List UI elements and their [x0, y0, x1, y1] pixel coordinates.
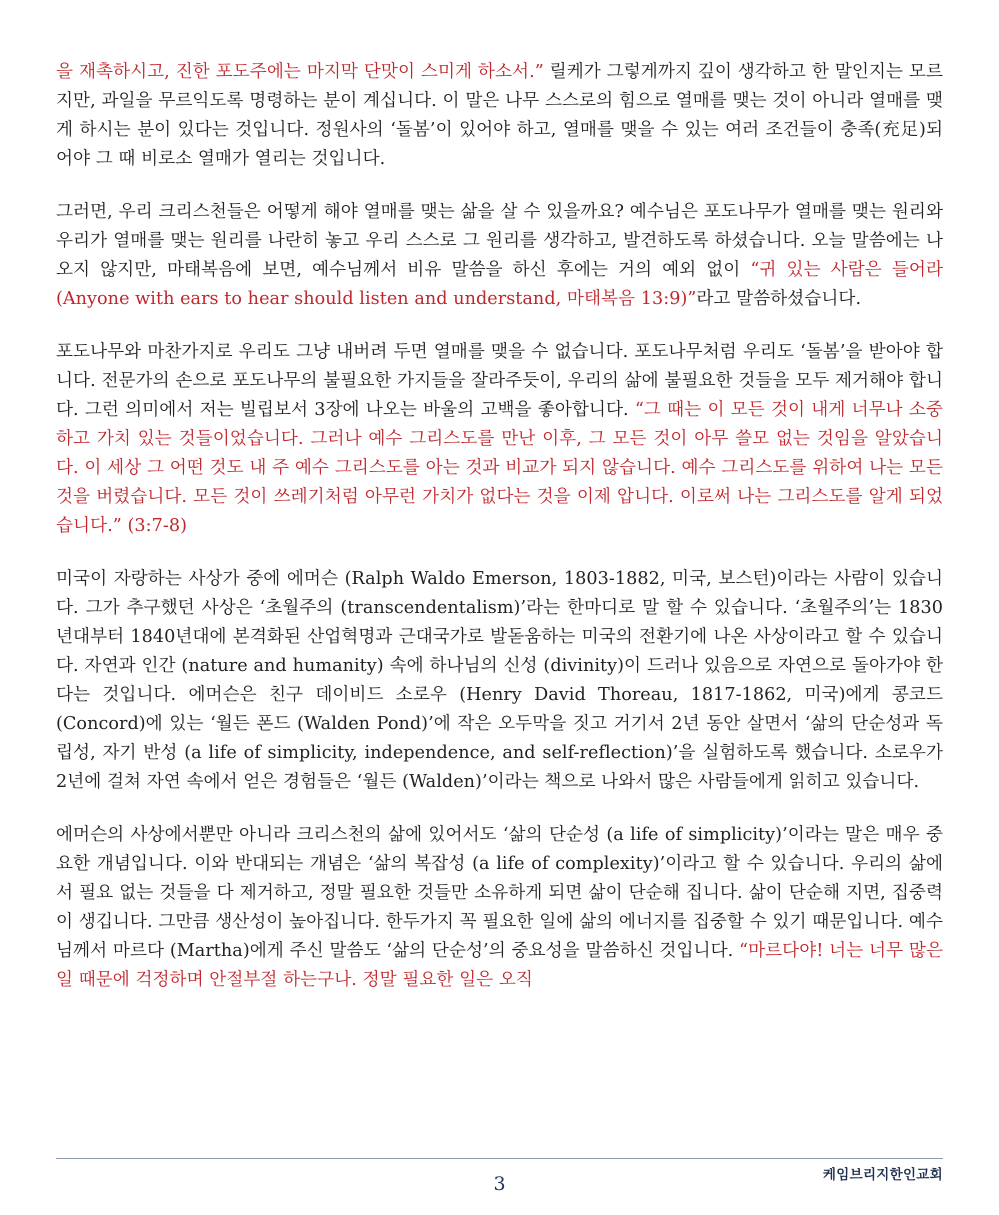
paragraph-how-to-bear-fruit [56, 198, 943, 314]
paragraph-simplicity [56, 821, 943, 995]
paragraph-text: 미국이 자랑하는 사상가 중에 에머슨 (Ralph Waldo Emerson, 1803-1882, 미국, 보스턴)이라는 사람이 있습니다. 그가 추구했던 사상은 ‘초월주의 (transcendentalism)’라는 한마디로 말 할 수 있습니다. ‘초월주의’는 1830년대부터 1840년대에 본격화된 산업혁명과 근대국가로 발돋움하는 미국의 전환기에 나온 사상이라고 할 수 있습니다. 자연과 인간 (nature and humanity) 속에 하나님의 신성 (divinity)이 드러나 있음으로 자연으로 돌아가야 한다는 것입니다. 에머슨은 친구 데이비드 소로우 (Henry David Thoreau, 1817-1862, 미국)에게 콩코드 (Concord)에 있는 ‘월든 폰드 (Walden Pond)’에 작은 오두막을 짓고 거기서 2년 동안 살면서 ‘삶의 단순성과 독립성, 자기 반성 (a life of simplicity, independence, and self-reflection)’을 실험하도록 했습니다. 소로우가 2년에 걸쳐 자연 속에서 얻은 경험들은 ‘월든 (Walden)’이라는 책으로 나와서 많은 사람들에게 읽히고 있습니다. [56, 569, 943, 792]
paragraph-text: 그러면, 우리 크리스천들은 어떻게 해야 열매를 맺는 삶을 살 수 있을까요? 예수님은 포도나무가 열매를 맺는 원리와 우리가 열매를 맺는 원리를 나란히 놓고 우리 스스로 그 원리를 생각하고, 발견하도록 하셨습니다. 오늘 말씀에는 나오지 않지만, 마태복음에 보면, 예수님께서 비유 말씀을 하신 후에는 거의 예외 없이 [56, 202, 943, 280]
paragraph-rilke-fruit [56, 58, 943, 174]
bible-quote-text: “마르다야! 너는 너무 많은 일 때문에 걱정하며 안절부절 하는구나. 정말 필요한 일은 오직 [56, 941, 943, 990]
paragraph-text: 릴케가 그렇게까지 깊이 생각하고 한 말인지는 모르지만, 과일을 무르익도록 명령하는 분이 계십니다. 이 말은 나무 스스로의 힘으로 열매를 맺는 것이 아니라 열매를 맺게 하시는 분이 있다는 것입니다. 정원사의 ‘돌봄’이 있어야 하고, 열매를 맺을 수 있는 여러 조건들이 충족(充足)되어야 그 때 비로소 열매가 열리는 것입니다. [56, 62, 943, 169]
bible-quote-text: “귀 있는 사람은 들어라 (Anyone with ears to hear should listen and understand, 마태복음 13:9)” [56, 260, 943, 309]
paragraph-text: 을 재촉하시고, 진한 포도주에는 마지막 단맛이 스미게 하소서.” [56, 62, 544, 82]
footer-divider [56, 1158, 943, 1159]
page-number: 3 [493, 1173, 506, 1195]
paragraph-text: 라고 말씀하셨습니다. [696, 289, 862, 309]
paragraph-pruning [56, 338, 943, 541]
paragraph-text: 포도나무와 마찬가지로 우리도 그냥 내버려 두면 열매를 맺을 수 없습니다. 포도나무처럼 우리도 ‘돌봄’을 받아야 합니다. 전문가의 손으로 포도나무의 불필요한 가지들을 잘라주듯이, 우리의 삶에 불필요한 것들을 모두 제거해야 합니다. 그런 의미에서 저는 빌립보서 3장에 나오는 바울의 고백을 좋아합니다. [56, 342, 943, 420]
sermon-page-body [56, 58, 943, 995]
paragraph-text: 에머슨의 사상에서뿐만 아니라 크리스천의 삶에 있어서도 ‘삶의 단순성 (a life of simplicity)’이라는 말은 매우 중요한 개념입니다. 이와 반대되는 개념은 ‘삶의 복잡성 (a life of complexity)’이라고 할 수 있습니다. 우리의 삶에서 필요 없는 것들을 다 제거하고, 정말 필요한 것들만 소유하게 되면 삶이 단순해 집니다. 삶이 단순해 지면, 집중력이 생깁니다. 그만큼 생산성이 높아집니다. 한두가지 꼭 필요한 일에 삶의 에너지를 집중할 수 있기 때문입니다. 예수님께서 마르다 (Martha)에게 주신 말씀도 ‘삶의 단순성’의 중요성을 말씀하신 것입니다. [56, 825, 943, 961]
footer-church-name: 케임브리지한인교회 [822, 1167, 943, 1183]
paragraph-emerson [56, 565, 943, 797]
bible-quote-text: “그 때는 이 모든 것이 내게 너무나 소중하고 가치 있는 것들이었습니다. 그러나 예수 그리스도를 만난 이후, 그 모든 것이 아무 쓸모 없는 것임을 알았습니다. 이 세상 그 어떤 것도 내 주 예수 그리스도를 아는 것과 비교가 되지 않습니다. 예수 그리스도를 위하여 나는 모든 것을 버렸습니다. 모든 것이 쓰레기처럼 아무런 가치가 없다는 것을 이제 압니다. 이로써 나는 그리스도를 알게 되었습니다.” (3:7-8) [56, 400, 943, 536]
